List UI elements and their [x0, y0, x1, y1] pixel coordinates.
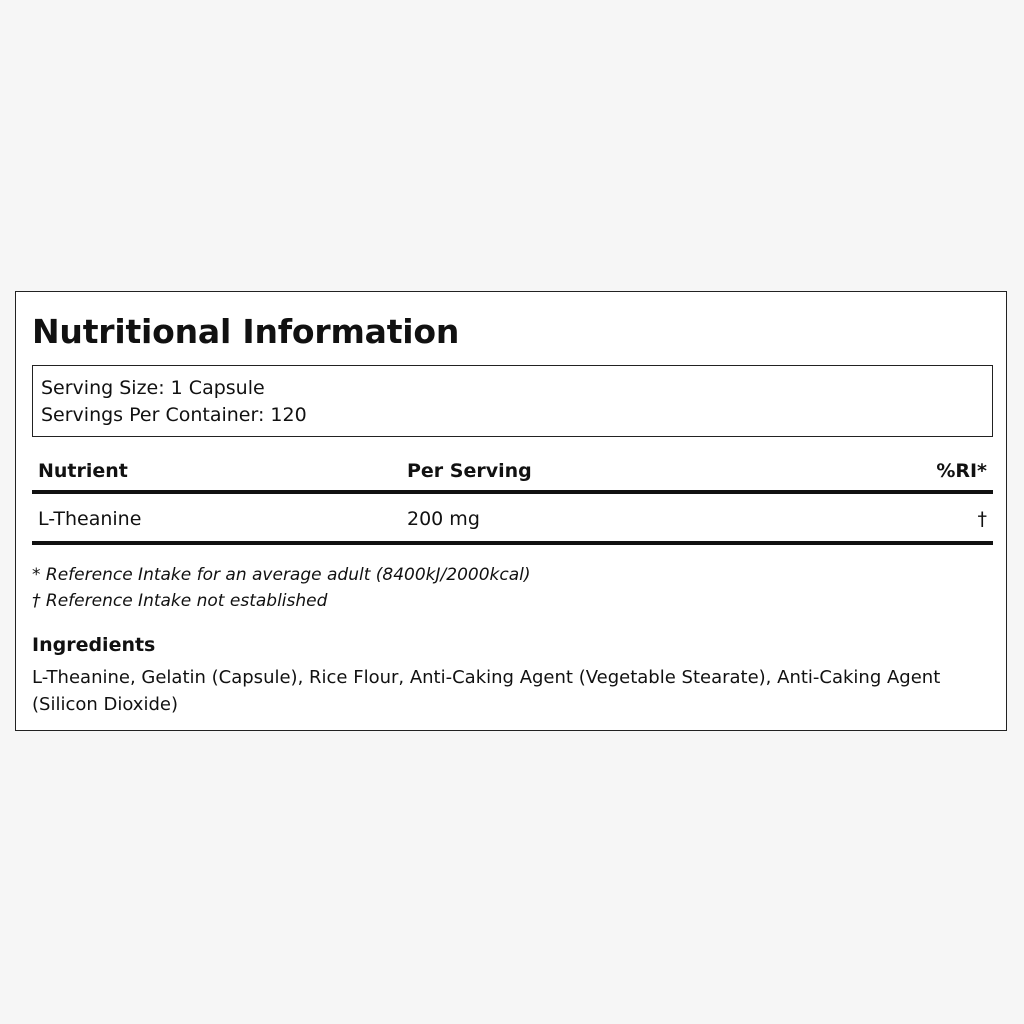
serving-size: Serving Size: 1 Capsule	[41, 377, 265, 399]
table-row	[32, 494, 993, 541]
footnote-reference-intake: * Reference Intake for an average adult (8400kJ/2000kcal)	[32, 565, 531, 585]
nutrition-panel	[15, 291, 1007, 731]
footnotes	[32, 562, 531, 614]
nutrient-table	[32, 452, 993, 545]
ingredients-list: L-Theanine, Gelatin (Capsule), Rice Flour, Anti-Caking Agent (Vegetable Stearate), Anti-Caking Agent (Silicon Dioxide)	[32, 667, 941, 715]
servings-per-container: Servings Per Container: 120	[41, 404, 307, 426]
nutrient-amount: 200 mg	[407, 508, 480, 530]
header-ri: %RI*	[936, 460, 987, 482]
table-header-row	[32, 452, 993, 490]
serving-info-box	[32, 365, 993, 437]
nutrient-name: L-Theanine	[38, 508, 142, 530]
panel-title: Nutritional Information	[32, 312, 460, 351]
header-nutrient: Nutrient	[38, 460, 128, 482]
nutrient-ri: †	[977, 508, 987, 530]
header-per-serving: Per Serving	[407, 460, 532, 482]
footnote-not-established: † Reference Intake not established	[32, 591, 328, 611]
table-divider	[32, 541, 993, 545]
ingredients-heading: Ingredients	[32, 634, 156, 656]
